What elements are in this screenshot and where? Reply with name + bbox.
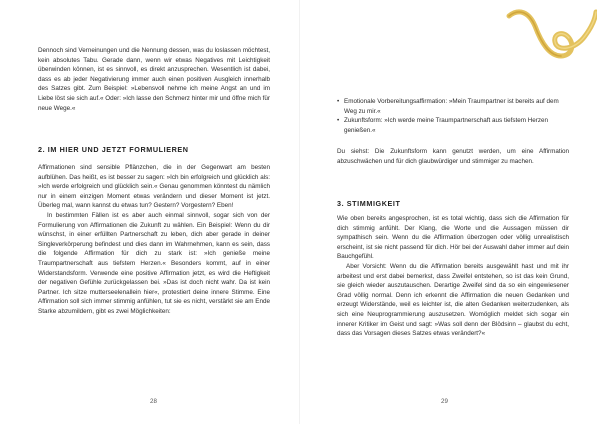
bullet-icon: • — [337, 98, 340, 105]
right-page — [300, 0, 600, 424]
bullet-text-2: Zukunftsform: »Ich werde meine Traumpartnerschaft aus tiefstem Herzen genießen.« — [344, 117, 549, 134]
page-number-left: 28 — [150, 398, 157, 405]
left-intro-paragraph — [38, 46, 270, 113]
bullet-text-1: Emotionale Vorbereitungsaffirmation: »Mein Traumpartner ist bereits auf dem Weg zu mir.« — [344, 98, 559, 115]
bullet-list — [337, 97, 569, 135]
right-paragraph-1: Wie oben bereits angesprochen, ist es total wichtig, dass sich die Affirmation für dich stimmig anfühlt. Der Klang, die Worte und die Aussagen müssen dir sympathisch sein. Wenn du die Affirmation überzogen oder völlig unrealistisch erscheint, ist sie nicht passend für dich. Hör bei der Auswahl daher immer auf dein Bauchgefühl. — [337, 215, 569, 261]
section-heading-2: 2. IM HIER UND JETZT FORMULIEREN — [38, 145, 189, 154]
bullet-item-1 — [337, 97, 569, 116]
left-paragraph-1: Affirmationen sind sensible Pflänzchen, die in der Gegenwart am besten aufblühen. Das heißt, es ist besser zu sagen: »Ich bin erfolgreich und glücklich als: »Ich werde erfolgreich und glücklich sein.« Genau genommen könntest du nämlich nur in einem einzigen Moment etwas verändern und dieser Moment ist jetzt. Überleg mal, wann kannst du etwas tun? Gestern? Vorgestern? Eben! — [38, 164, 270, 210]
left-body-text — [38, 163, 270, 317]
page-number-right: 29 — [441, 398, 448, 405]
bullet-item-2 — [337, 116, 569, 135]
right-after-bullets — [337, 147, 569, 166]
gold-ribbon-icon — [505, 6, 597, 62]
intro-text: Dennoch sind Verneinungen und die Nennung dessen, was du loslassen möchtest, kein absolutes Tabu. Gerade dann, wenn wir etwas Negatives mit Leichtigkeit überwinden können, ist es sinnvoll, es direkt anzusprechen. Wesentlich ist dabei, dass es ab jeder Negativierung immer auch einen positiven Ausgleich innerhalb des Satzes gibt. Zum Beispiel: »Lebensvoll nehme ich meine Angst an und im Liebe löst sie sich auf.« Oder: »Ich lasse den Schmerz hinter mir und öffne mich für neue Wege.« — [38, 47, 270, 112]
right-paragraph-after: Du siehst: Die Zukunftsform kann genutzt werden, um eine Affirmation abzuschwächen und für dich glaubwürdiger und stimmiger zu machen. — [337, 148, 569, 165]
section-heading-3: 3. STIMMIGKEIT — [337, 199, 401, 208]
left-paragraph-2: In bestimmten Fällen ist es aber auch einmal sinnvoll, sogar sich von der Formulierung von Affirmationen die Zukunft zu wählen. Ein Beispiel: Wenn du dir wünschst, in einer erfüllten Partnerschaft zu leben, dich aber gerade in deiner Singleverkörperung befindest und dies dann im Wahrnehmen, kann es sein, dass die folgende Affirmation für dich zu stark ist: »Ich genieße meine Traumpartnerschaft aus tiefstem Herzen.« Besonders kommt, auf in einer Widerstandsform. Verwende eine positive Affirmation jetzt, es wird die Heftigkeit der negativen Gefühle zurückgelassen bei. »Das ist doch nicht wahr. Da ist kein Partner. Ich sitze mutterseelenallein hier«, protestiert deine innere Stimme. Eine Affirmation soll sich immer stimmig anfühlen, tut sie es nicht, verstärkt sie am Ende Starke abzumildern, gibt es zwei Möglichkeiten: — [38, 211, 270, 315]
bullet-icon: • — [337, 117, 340, 125]
right-paragraph-2: Aber Vorsicht: Wenn du die Affirmation bereits ausgewählt hast und mit ihr arbeitest und erst dabei bemerkst, dass Zweifel entstehen, so ist das kein Grund, sie gleich wieder auszutauschen. Derartige Zweifel sind da so ein eingewiesener Grad völlig normal. Denn ich erkennt die Affirmation die neuen Gedanken und erzeugt Widerstände, weil es leichter ist, die alten Gedanken weiterzudenken, als sich eine Neuprogrammierung auszusetzen. Womöglich meldet sich sogar ein innerer Kritiker im Geist und sagt: »Was soll denn der Blödsinn – glaubst du echt, dass das Vorsagen dieses Satzes etwas verändert?« — [337, 262, 569, 338]
right-body-text — [337, 214, 569, 339]
